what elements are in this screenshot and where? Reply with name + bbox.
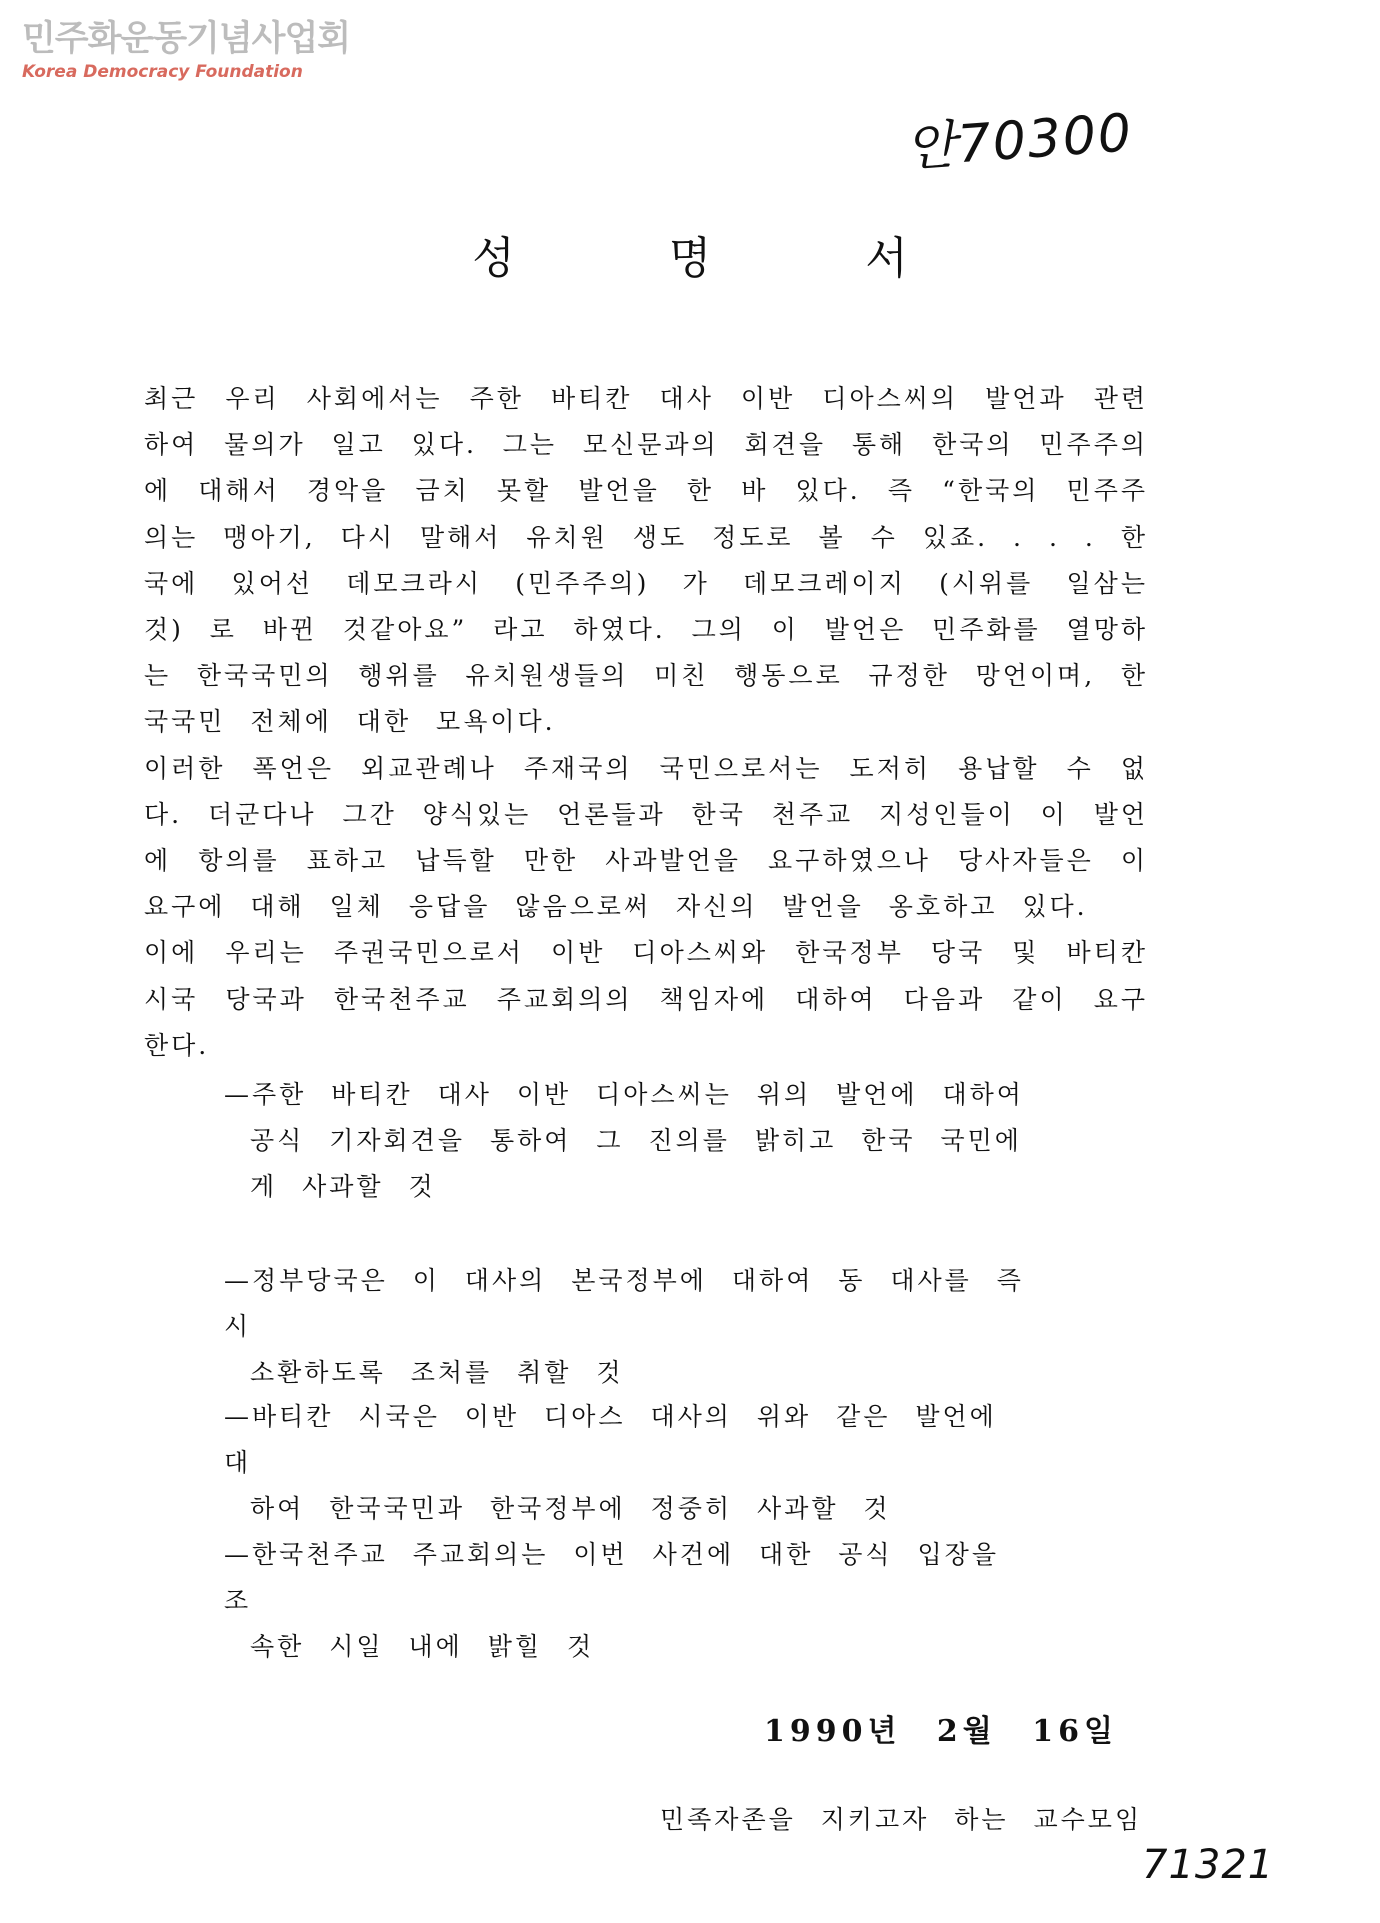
watermark [22, 19, 351, 82]
demand-line-first: —정부당국은 이 대사의 본국정부에 대하여 동 대사를 즉시 [224, 1266, 1024, 1341]
document-date: 1990년 2월 16일 [764, 1714, 1118, 1749]
handwritten-archive-number: 안70300 [903, 103, 1135, 179]
document-title: 성 명 서 [472, 233, 978, 284]
demand-item [224, 1532, 1024, 1670]
handwritten-page-number: 71321 [1142, 1842, 1275, 1888]
watermark-korean-logo: 민주화운동기념사업회 [22, 19, 351, 59]
demand-line-first: —한국천주교 주교회의는 이번 사건에 대한 공식 입장을 조 [224, 1540, 999, 1615]
statement-body [118, 376, 1148, 1069]
paragraph-3: 이에 우리는 주권국민으로서 이반 디아스씨와 한국정부 당국 및 바티칸시국 당국과 한국천주교 주교회의의 책임자에 대하여 다음과 같이 요구한다. [144, 938, 1148, 1060]
demand-item [224, 1394, 1024, 1532]
paragraph-2: 이러한 폭언은 외교관례나 주재국의 국민으로서는 도저히 용납할 수 없다. 더군다나 그간 양식있는 언론들과 한국 천주교 지성인들이 이 발언에 항의를 표하고 납득할 만한 사과발언을 요구하였으나 당사자들은 이 요구에 대해 일체 응답을 않음으로써 자신의 발언을 옹호하고 있다. [144, 753, 1148, 922]
demand-line-rest: 속한 시일 내에 밝힐 것 [250, 1632, 595, 1661]
watermark-english-logo: Korea Democracy Foundation [22, 62, 303, 82]
demand-line-first: —주한 바티칸 대사 이반 디아스씨는 위의 발언에 대하여 [224, 1080, 1024, 1109]
demand-line-rest: 소환하도록 조처를 취할 것 [250, 1358, 624, 1387]
demand-line-rest: 공식 기자회견을 통하여 그 진의를 밝히고 한국 국민에게 사과할 것 [250, 1126, 1022, 1201]
signatory: 민족자존을 지키고자 하는 교수모임 [660, 1805, 1143, 1834]
demand-item [224, 1072, 1024, 1210]
demand-item [224, 1258, 1024, 1396]
demand-line-first: —바티칸 시국은 이반 디아스 대사의 위와 같은 발언에 대 [224, 1402, 997, 1477]
paragraph-1: 최근 우리 사회에서는 주한 바티칸 대사 이반 디아스씨의 발언과 관련하여 물의가 일고 있다. 그는 모신문과의 회견을 통해 한국의 민주주의에 대해서 경악을 금치 못할 발언을 한 바 있다. 즉 “한국의 민주주의는 맹아기, 다시 말해서 유치원 생도 정도로 볼 수 있죠. . . . 한국에 있어선 데모크라시 (민주주의) 가 데모크레이지 (시위를 일삼는 것) 로 바뀐 것같아요” 라고 하였다. 그의 이 발언은 민주화를 열망하는 한국국민의 행위를 유치원생들의 미친 행동으로 규정한 망언이며, 한국국민 전체에 대한 모욕이다. [144, 384, 1148, 737]
demand-line-rest: 하여 한국국민과 한국정부에 정중히 사과할 것 [250, 1494, 891, 1523]
